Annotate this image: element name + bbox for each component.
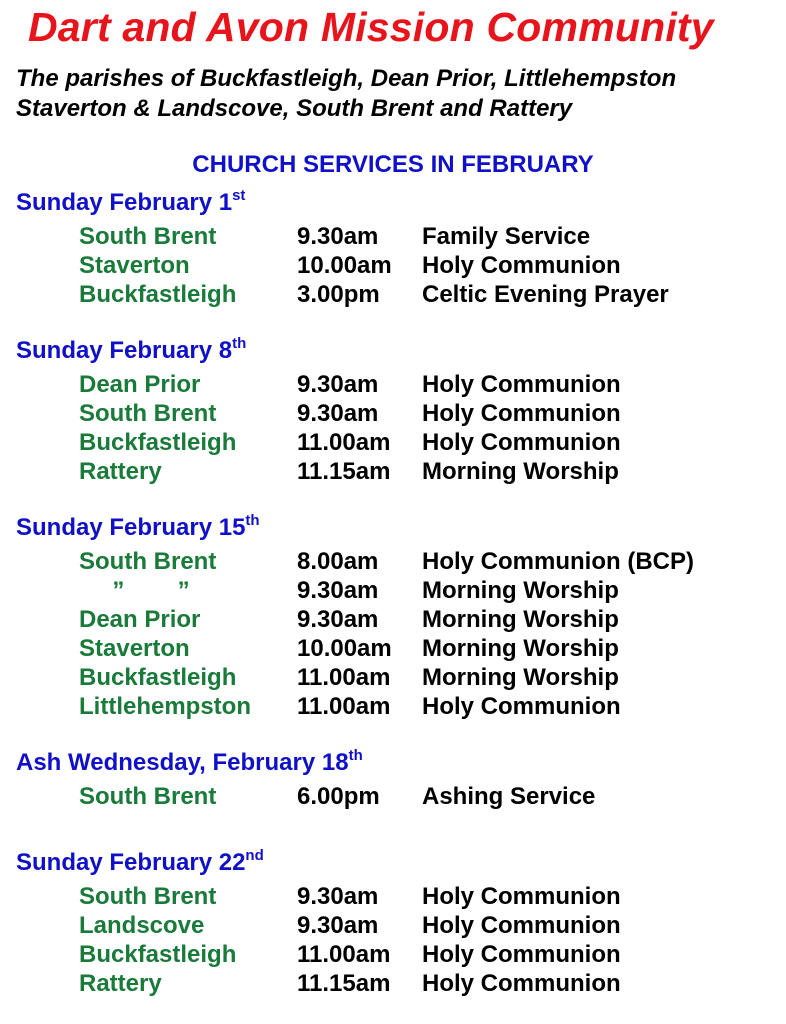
service-name: Family Service <box>422 223 591 250</box>
service-row <box>0 371 786 400</box>
service-time: 11.00am <box>297 941 391 968</box>
service-place: Buckfastleigh <box>79 281 237 308</box>
service-time: 11.15am <box>297 458 391 485</box>
service-name: Morning Worship <box>422 458 619 485</box>
service-date-text: Sunday February 1 <box>16 189 233 216</box>
service-row <box>0 912 786 941</box>
service-name: Morning Worship <box>422 606 619 633</box>
service-row <box>0 941 786 970</box>
date-ordinal-suffix: st <box>232 187 246 204</box>
service-date-text: Sunday February 15 <box>16 514 246 541</box>
service-row <box>0 281 786 310</box>
service-row <box>0 400 786 429</box>
service-place: Rattery <box>79 458 162 485</box>
service-time: 10.00am <box>297 635 392 662</box>
service-time: 9.30am <box>297 912 379 939</box>
service-place: South Brent <box>79 783 217 810</box>
service-row <box>0 577 786 606</box>
service-row <box>0 548 786 577</box>
service-name: Holy Communion <box>422 941 621 968</box>
service-name: Morning Worship <box>422 577 619 604</box>
service-time: 11.00am <box>297 664 391 691</box>
service-place: Buckfastleigh <box>79 664 237 691</box>
service-name: Ashing Service <box>422 783 596 810</box>
service-place: Dean Prior <box>79 606 201 633</box>
service-date-heading <box>16 514 260 542</box>
service-time: 3.00pm <box>297 281 380 308</box>
service-place: Landscove <box>79 912 205 939</box>
service-time: 9.30am <box>297 371 379 398</box>
service-row <box>0 252 786 281</box>
service-name: Holy Communion <box>422 693 621 720</box>
subtitle-line: The parishes of Buckfastleigh, Dean Prior, Littlehempston <box>16 65 677 92</box>
service-time: 9.30am <box>297 223 379 250</box>
service-time: 11.00am <box>297 429 391 456</box>
service-name: Holy Communion <box>422 252 621 279</box>
service-name: Morning Worship <box>422 664 619 691</box>
page-title: Dart and Avon Mission Community <box>28 4 714 50</box>
service-date-heading <box>16 749 363 777</box>
date-ordinal-suffix: th <box>232 335 247 352</box>
service-place: South Brent <box>79 548 217 575</box>
service-place: Rattery <box>79 970 162 997</box>
parishes-subtitle <box>16 64 676 124</box>
service-place: South Brent <box>79 400 217 427</box>
service-place: Littlehempston <box>79 693 251 720</box>
service-row <box>0 458 786 487</box>
service-date-heading <box>16 337 246 365</box>
service-row <box>0 429 786 458</box>
service-row <box>0 783 786 812</box>
service-name: Celtic Evening Prayer <box>422 281 669 308</box>
service-name: Holy Communion <box>422 912 621 939</box>
date-ordinal-suffix: th <box>245 512 260 529</box>
service-row <box>0 223 786 252</box>
service-name: Morning Worship <box>422 635 619 662</box>
service-row <box>0 606 786 635</box>
service-name: Holy Communion <box>422 429 621 456</box>
service-place: ” ” <box>79 577 190 604</box>
service-time: 9.30am <box>297 400 379 427</box>
service-place: South Brent <box>79 883 217 910</box>
service-row <box>0 664 786 693</box>
service-date-heading <box>16 849 264 877</box>
date-ordinal-suffix: nd <box>245 847 264 864</box>
service-place: Buckfastleigh <box>79 429 237 456</box>
service-place: Dean Prior <box>79 371 201 398</box>
service-time: 10.00am <box>297 252 392 279</box>
service-place: Staverton <box>79 635 190 662</box>
service-time: 6.00pm <box>297 783 380 810</box>
service-place: South Brent <box>79 223 217 250</box>
service-name: Holy Communion <box>422 400 621 427</box>
service-date-text: Sunday February 22 <box>16 849 246 876</box>
service-time: 8.00am <box>297 548 379 575</box>
service-date-text: Sunday February 8 <box>16 337 233 364</box>
service-name: Holy Communion <box>422 970 621 997</box>
service-time: 9.30am <box>297 577 379 604</box>
service-date-text: Ash Wednesday, February 18 <box>16 749 349 776</box>
service-place: Staverton <box>79 252 190 279</box>
service-name: Holy Communion (BCP) <box>422 548 694 575</box>
service-row <box>0 970 786 999</box>
service-time: 11.00am <box>297 693 391 720</box>
service-name: Holy Communion <box>422 883 621 910</box>
service-row <box>0 635 786 664</box>
service-row <box>0 693 786 722</box>
service-time: 9.30am <box>297 883 379 910</box>
date-ordinal-suffix: th <box>348 747 363 764</box>
subtitle-line: Staverton & Landscove, South Brent and Rattery <box>16 95 573 122</box>
services-heading: CHURCH SERVICES IN FEBRUARY <box>192 151 594 178</box>
service-row <box>0 883 786 912</box>
service-date-heading <box>16 189 245 217</box>
service-time: 9.30am <box>297 606 379 633</box>
service-place: Buckfastleigh <box>79 941 237 968</box>
service-name: Holy Communion <box>422 371 621 398</box>
service-time: 11.15am <box>297 970 391 997</box>
